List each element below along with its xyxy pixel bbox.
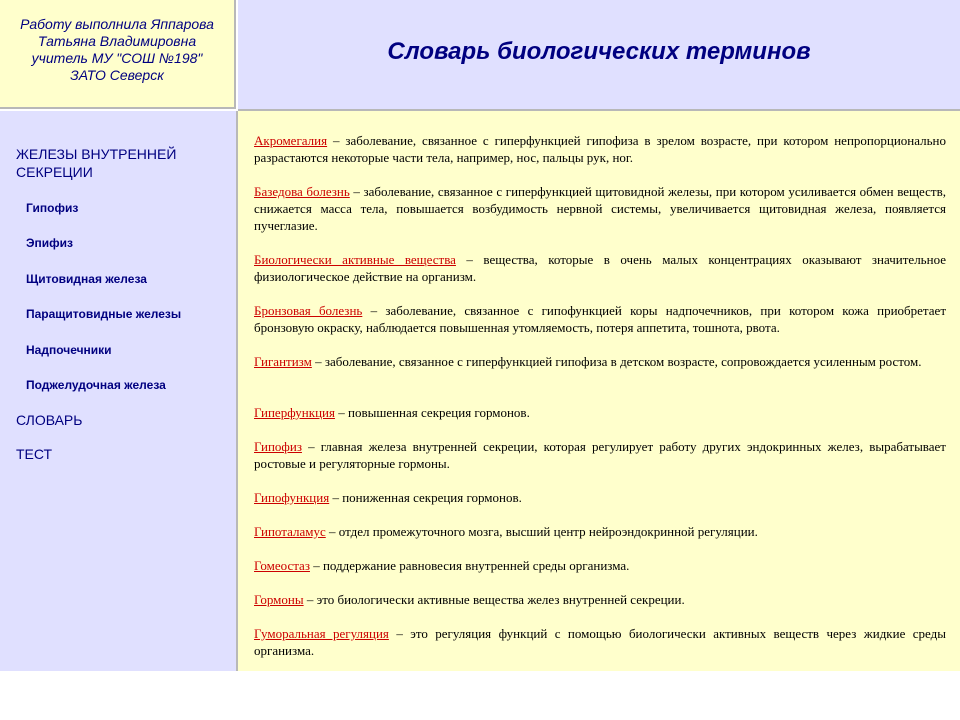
term-definition: – повышенная секреция гормонов. [334, 405, 530, 420]
glossary-entry [254, 591, 946, 608]
nav-item-parathyroid[interactable]: Паращитовидные железы [26, 307, 182, 321]
term-definition: – заболевание, связанное с гиперфункцией гипофиза в детском возрасте, сопровождается усиленным ростом. [311, 354, 922, 369]
term-link[interactable]: Гигантизм [254, 354, 312, 369]
nav-item-thyroid[interactable]: Щитовидная железа [26, 272, 147, 286]
glossary-entry [254, 302, 946, 336]
nav-item-pancreas[interactable]: Поджелудочная железа [26, 378, 166, 392]
term-link[interactable]: Гуморальная регуляция [254, 626, 389, 641]
nav-endocrine-glands-line2: СЕКРЕЦИИ [16, 164, 93, 180]
glossary-entry [254, 557, 946, 574]
author-line: ЗАТО Северск [70, 67, 164, 83]
term-link[interactable]: Акромегалия [254, 133, 328, 148]
nav-dictionary[interactable]: СЛОВАРЬ [16, 412, 83, 428]
term-definition: – отдел промежуточного мозга, высший центр нейроэндокринной регуляции. [325, 524, 758, 539]
term-link[interactable]: Гипоталамус [254, 524, 326, 539]
term-link[interactable]: Базедова болезнь [254, 184, 350, 199]
glossary-content [238, 111, 960, 671]
term-link[interactable]: Гипофункция [254, 490, 330, 505]
term-definition: – заболевание, связанное с гипофункцией коры надпочечников, при котором кожа приобретает бронзовую окраску, наблюдается повышенная утомляемость, потеря аппетита, тошнота, рвота. [254, 303, 946, 335]
nav-item-pineal[interactable]: Эпифиз [26, 236, 74, 250]
author-line: учитель МУ "СОШ №198" [31, 50, 203, 66]
term-definition: – заболевание, связанное с гиперфункцией гипофиза в зрелом возрасте, при котором непропорционально разрастаются некоторые части тела, например, нос, пальцы рук, ног. [254, 133, 946, 165]
sidebar-nav [0, 111, 238, 671]
term-definition: – поддержание равновесия внутренней среды организма. [309, 558, 630, 573]
term-link[interactable]: Гормоны [254, 592, 304, 607]
glossary-entry [254, 438, 946, 472]
nav-endocrine-glands-line1: ЖЕЛЕЗЫ ВНУТРЕННЕЙ [16, 146, 177, 162]
term-definition: – заболевание, связанное с гиперфункцией щитовидной железы, при котором усиливается обмен веществ, снижается масса тела, повышается возбудимость нервной системы, увеличивается щитовидная железа, появляется пучеглазие. [254, 184, 946, 233]
term-link[interactable]: Бронзовая болезнь [254, 303, 363, 318]
glossary-entry [254, 251, 946, 285]
term-definition: – это биологически активные вещества желез внутренней секреции. [303, 592, 685, 607]
page-header [238, 0, 960, 111]
glossary-entry [254, 404, 946, 421]
term-link[interactable]: Гипофиз [254, 439, 302, 454]
nav-test[interactable]: ТЕСТ [16, 446, 53, 462]
term-definition: – вещества, которые в очень малых концентрациях оказывают значительное физиологическое действие на организм. [254, 252, 946, 284]
glossary-entry [254, 625, 946, 659]
term-link[interactable]: Гомеостаз [254, 558, 310, 573]
author-panel [0, 0, 236, 109]
nav-item-pituitary[interactable]: Гипофиз [26, 201, 79, 215]
glossary-entry [254, 489, 946, 506]
term-definition: – пониженная секреция гормонов. [329, 490, 522, 505]
glossary-entry [254, 353, 946, 370]
nav-endocrine-glands[interactable] [16, 145, 176, 181]
page-title: Словарь биологических терминов [387, 38, 811, 65]
glossary-entry [254, 183, 946, 234]
term-definition: – главная железа внутренней секреции, которая регулирует работу других эндокринных желез, вырабатывает ростовые и регуляторные гормоны. [254, 439, 946, 471]
author-line: Работу выполнила Яппарова [20, 16, 214, 32]
glossary-entry [254, 523, 946, 540]
term-link[interactable]: Биологически активные вещества [254, 252, 456, 267]
glossary-entry [254, 132, 946, 166]
term-link[interactable]: Гиперфункция [254, 405, 335, 420]
nav-item-adrenal[interactable]: Надпочечники [26, 343, 112, 357]
author-line: Татьяна Владимировна [37, 33, 197, 49]
term-definition: – это регуляция функций с помощью биологически активных веществ через жидкие среды организма. [254, 626, 946, 658]
